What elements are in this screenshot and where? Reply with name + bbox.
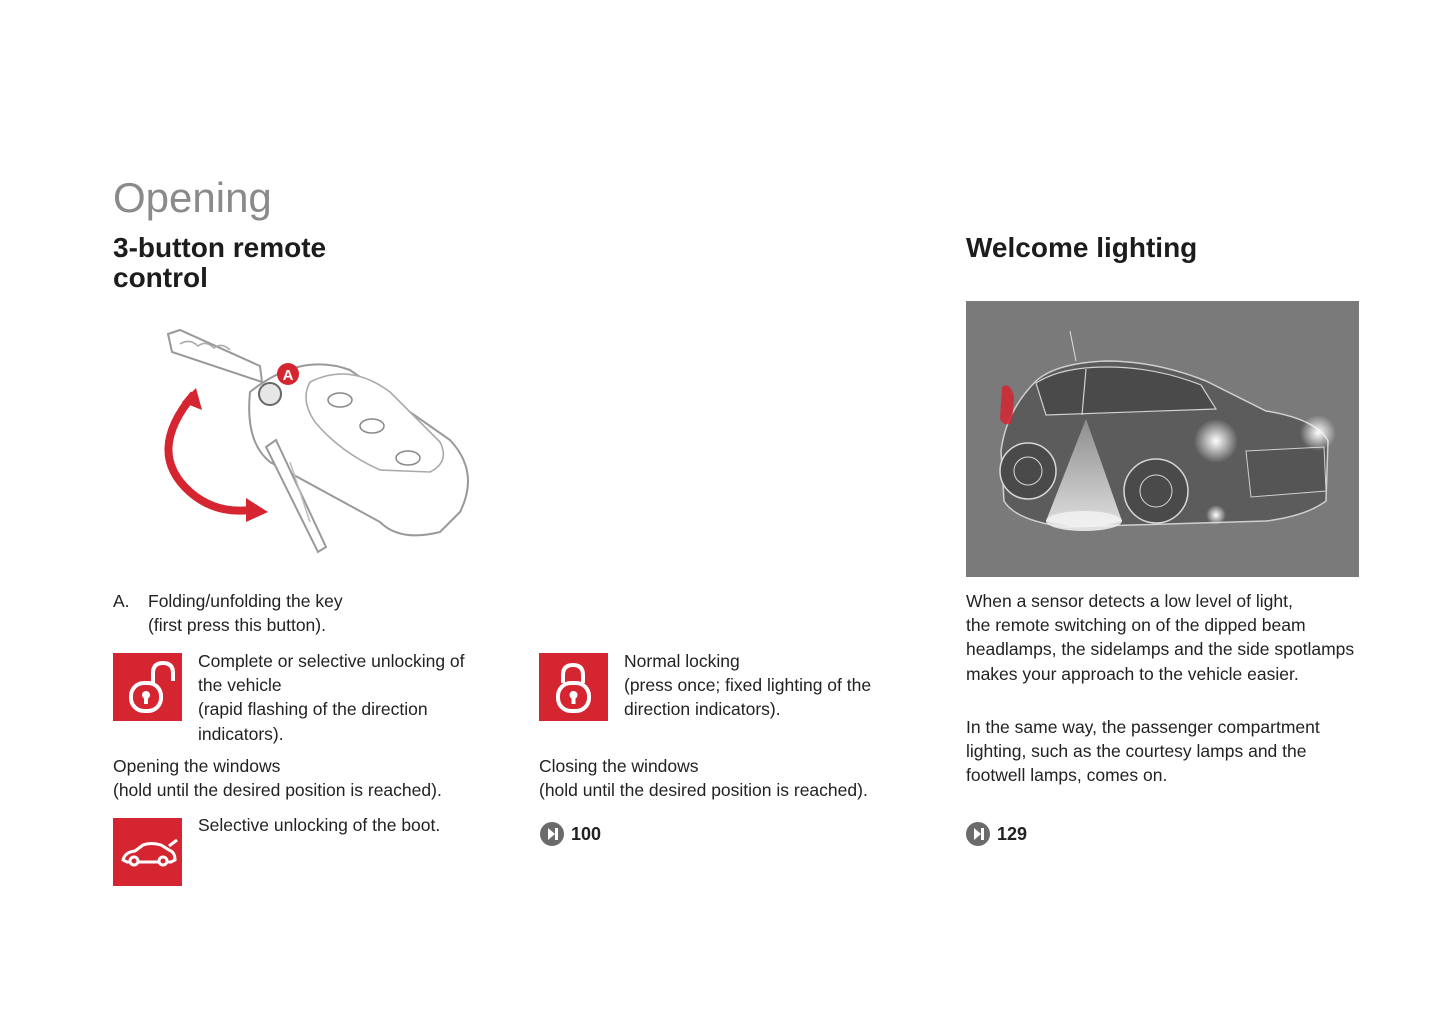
- page-reference-number: 129: [997, 823, 1028, 844]
- windows-open-text: Opening the windows (hold until the desired position is reached).: [113, 756, 442, 801]
- key-callout-a: A: [282, 367, 294, 384]
- item-a-text: Folding/unfolding the key (first press this button).: [148, 591, 343, 636]
- welcome-para-2: In the same way, the passenger compartment lighting, such as the courtesy lamps and the footwell lamps, comes on.: [966, 717, 1320, 786]
- windows-close-text: Closing the windows (hold until the desired position is reached).: [539, 756, 868, 801]
- key-illustration: [150, 322, 490, 562]
- boot-text: Selective unlocking of the boot.: [198, 815, 441, 835]
- section-title: Opening: [113, 174, 272, 221]
- unlock-text: Complete or selective unlocking of the vehicle (rapid flashing of the direction indicators).: [198, 651, 465, 744]
- lock-padlock-icon: [539, 653, 608, 721]
- page-reference-icon: [540, 822, 564, 846]
- car-boot-icon: [113, 818, 182, 886]
- page-reference-number: 100: [571, 823, 602, 844]
- welcome-para-1: When a sensor detects a low level of light, the remote switching on of the dipped beam headlamps, the sidelamps and the side spotlamps makes your approach to the vehicle easier.: [966, 591, 1355, 684]
- left-heading: 3-button remote control: [113, 232, 327, 293]
- lock-text: Normal locking (press once; fixed lighting of the direction indicators).: [624, 651, 872, 720]
- welcome-lighting-heading: Welcome lighting: [966, 232, 1198, 263]
- welcome-lighting-photo: [966, 301, 1359, 577]
- item-a-label: A.: [113, 591, 130, 611]
- unlock-padlock-icon: [113, 653, 182, 721]
- page-reference-100[interactable]: [540, 822, 601, 846]
- page-reference-icon: [966, 822, 990, 846]
- page-reference-129[interactable]: [966, 822, 1027, 846]
